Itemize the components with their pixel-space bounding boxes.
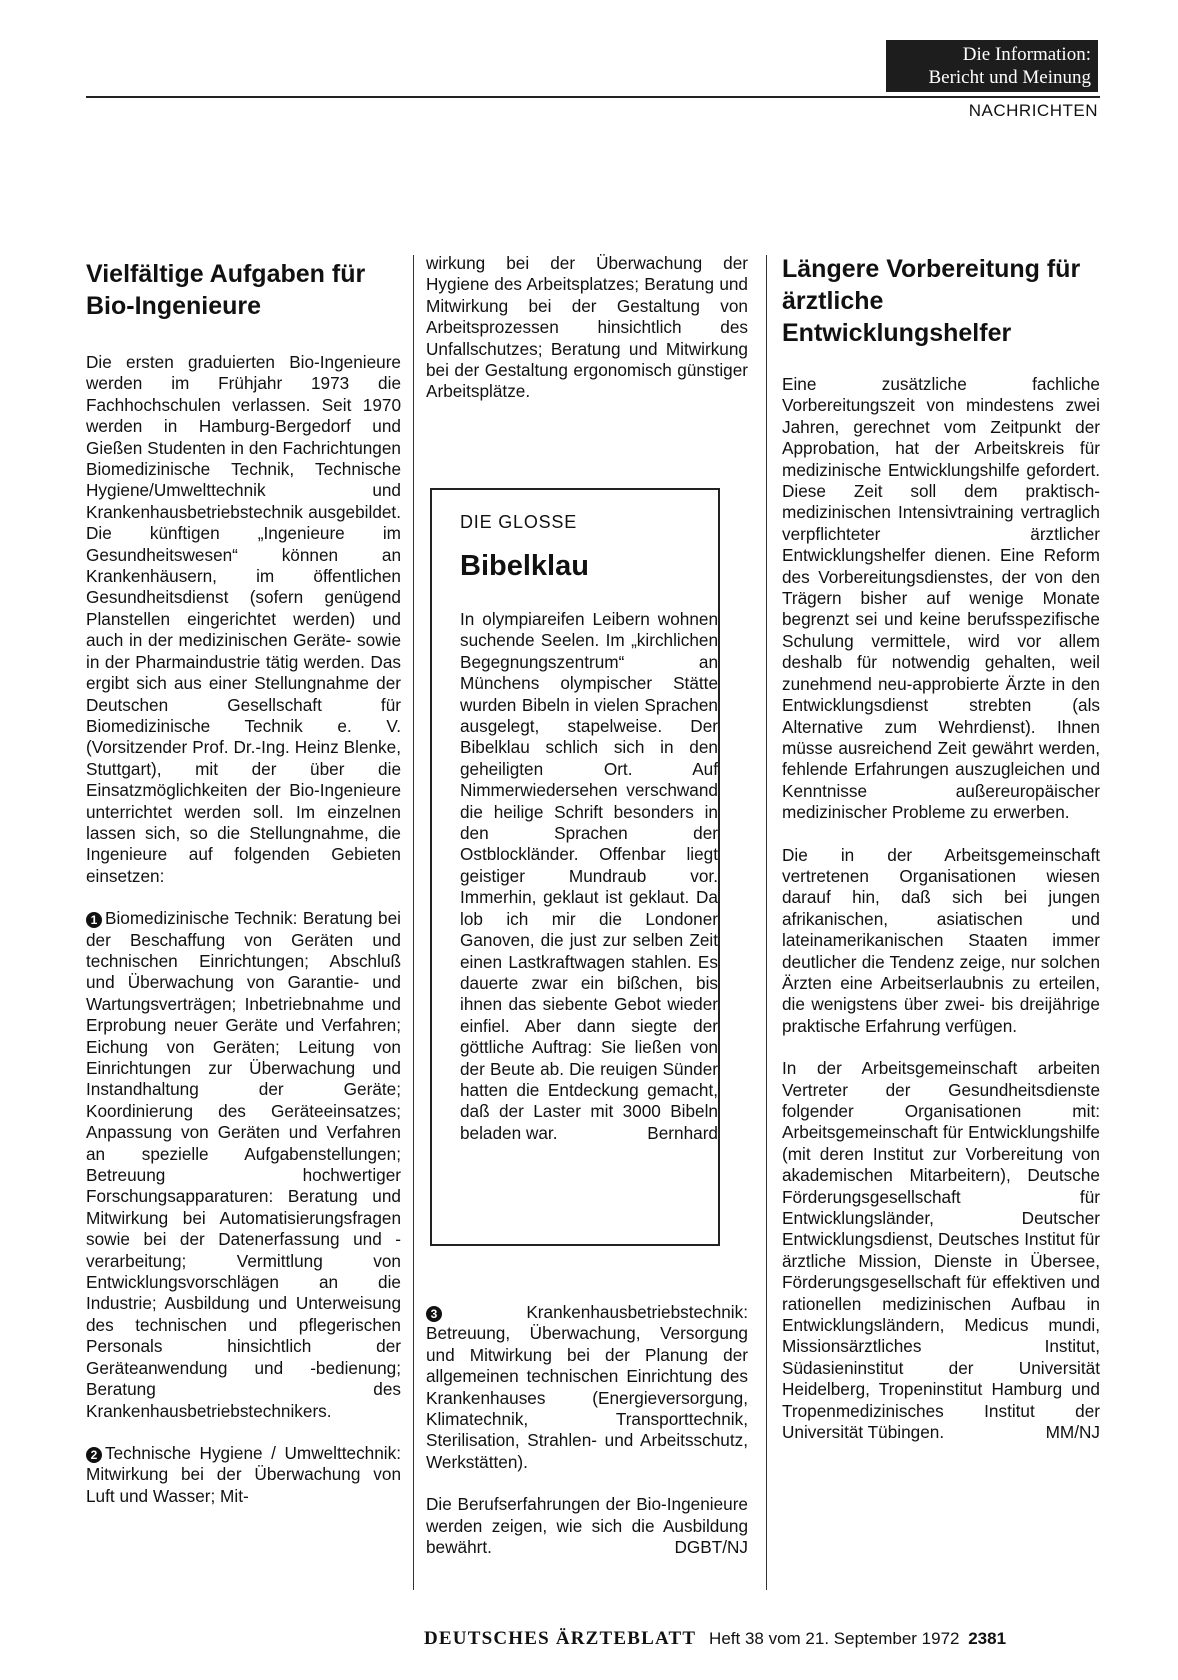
article-1-intro: Die ersten graduierten Bio-Ingenieure werden im Frühjahr 1973 die Fachhochschulen verlassen. Seit 1970 werden in Hamburg-Bergedorf und Gießen Studenten in den Fachrichtungen Biomedizinische Technik, Technische Hygiene/Umwelttechnik und Krankenhausbetriebstechnik ausgebildet. Die künftigen „Ingenieure im Gesundheitswesen“ können an Krankenhäusern, im öffentlichen Gesundheitsdienst (sofern genügend Planstellen eingerichtet werden) und auch in der medizinischen Geräte- sowie in der Pharmaindustrie tätig werden. Das ergibt sich aus einer Stellungnahme der Deutschen Gesellschaft für Biomedizinische Technik e. V. (Vorsitzender Prof. Dr.-Ing. Heinz Blenke, Stuttgart), mit der über die Einsatzmöglichkeiten der Bio-Ingenieure unterrichtet werden soll. Im einzelnen lassen sich, so die Stellungnahme, die Ingenieure auf folgenden Gebieten einsetzen: <box>86 352 401 886</box>
page-number: 2381 <box>968 1629 1007 1648</box>
glosse-body: In olympiareifen Leibern wohnen suchende Seelen. Im „kirchlichen Begegnungszentrum“ an Münchens olympischer Stätte wurden Bibeln in vielen Sprachen ausgelegt, stapelweise. Der Bibelklau schlich sich in den geheiligten Ort. Auf Nimmerwiedersehen verschwand die heilige Schrift besonders in den Sprachen der Ostblockländer. Offenbar liegt geistiger Mundraub vor. Immerhin, geklaut ist geklaut. Da lob ich mir die Londoner Ganoven, die just zur selben Zeit einen Lastkraftwagen stahlen. Es dauerte zwar ein bißchen, bis ihnen das siebente Gebot wieder einfiel. Aber dann siegte der göttliche Auftrag: Sie ließen von der Beute ab. Die reuigen Sünder hatten die Entdeckung gemacht, daß der Laster mit 3000 Bibeln beladen war. <box>460 609 718 1143</box>
article-1-item-1 <box>86 908 401 1422</box>
article-1-closing-text: Die Berufserfahrungen der Bio-Ingenieure werden zeigen, wie sich die Ausbildung bewährt. <box>426 1494 748 1558</box>
section-label: NACHRICHTEN <box>968 101 1098 120</box>
masthead-line-1: Die Information: <box>962 44 1091 65</box>
masthead-box <box>886 40 1098 92</box>
article-bio-ingenieure-column-2 <box>426 253 748 403</box>
header-rule <box>86 96 1100 98</box>
article-2-paragraph-3 <box>782 1058 1100 1443</box>
glosse-box <box>430 488 720 1246</box>
article-1-signature: DGBT/NJ <box>674 1537 748 1558</box>
article-1-item-2 <box>86 1443 401 1507</box>
article-1-item-2-continued: wirkung bei der Überwachung der Hygiene des Arbeitsplatzes; Beratung und Mitwirkung bei der Gestaltung von Arbeitsprozessen hinsichtlich des Unfallschutzes; Beratung und Mitwirkung bei der Gestaltung ergonomisch günstiger Arbeitsplätze. <box>426 253 748 402</box>
glosse-title: Bibelklau <box>460 550 589 582</box>
number-3-icon: 3 <box>426 1306 442 1322</box>
article-1-title: Vielfältige Aufgaben für Bio-Ingenieure <box>86 260 366 320</box>
article-1-item-1-text: Biomedizinische Technik: Beratung bei der Beschaffung von Geräten und technischen Einrichtungen; Abschluß und Überwachung von Garantie- und Wartungsverträgen; Inbetriebnahme und Erprobung neuer Geräte und Verfahren; Eichung von Geräten; Leitung von Einrichtungen zur Überwachung und Instandhaltung der Geräte; Koordinierung des Geräteeinsatzes; Anpassung von Geräten und Verfahren an spezielle Aufgabenstellungen; Betreuung hochwertiger Forschungsapparaturen: Beratung und Mitwirkung bei Automatisierungsfragen sowie bei der Datenerfassung und -verarbeitung; Vermittlung von Entwicklungsvorschlägen an die Industrie; Ausbildung und Unterweisung des technischen und pflegerischen Personals hinsichtlich der Geräteanwendung und -bedienung; Beratung des Krankenhausbetriebstechnikers. <box>86 908 401 1421</box>
article-1-closing <box>426 1494 748 1558</box>
article-1-item-2-text: Technische Hygiene / Umwelttechnik: Mitwirkung bei der Überwachung von Luft und Wasser; Mit- <box>86 1442 401 1506</box>
article-2-paragraph-1: Eine zusätzliche fachliche Vorbereitungszeit von mindestens zwei Jahren, gerechnet vom Zeitpunkt der Approbation, hat der Arbeitskreis für medizinische Entwicklungshilfe gefordert. Diese Zeit soll dem praktisch-medizinischen Intensivtraining vertraglich verpflichteter ärztlicher Entwicklungshelfer dienen. Eine Reform des Vorbereitungsdienstes, der von den Trägern bisher auf wenige Monate begrenzt sei und keine berufsspezifische Schulung vermittele, wird vor allem deshalb für notwendig gehalten, weil zunehmend neu-approbierte Ärzte in den Entwicklungsdienst strebten (als Alternative zum Wehrdienst). Ihnen müsse ausreichend Zeit gewährt werden, fehlende Erfahrungen auszugleichen und Kenntnisse außereuropäischer medizinischer Probleme zu erwerben. <box>782 374 1100 823</box>
article-bio-ingenieure-column-2-bottom <box>426 1302 748 1558</box>
glosse-content <box>460 512 718 1144</box>
article-entwicklungshelfer-column <box>782 253 1100 1444</box>
glosse-label: DIE GLOSSE <box>460 512 578 532</box>
column-divider-2 <box>766 255 767 1590</box>
glosse-text <box>460 609 718 1144</box>
page-footer <box>424 1628 1006 1650</box>
article-2-paragraph-2: Die in der Arbeitsgemeinschaft vertretenen Organisationen wiesen darauf hin, daß sich bei jungen afrikanischen, asiatischen und lateinamerikanischen Staaten immer deutlicher die Tendenz zeige, nur solchen Ärzten eine Arbeitserlaubnis zu erteilen, die wenigstens über zwei- bis dreijährige praktische Erfahrung verfügen. <box>782 844 1100 1036</box>
article-bio-ingenieure-column-1 <box>86 258 401 1507</box>
article-2-signature: MM/NJ <box>1045 1422 1100 1443</box>
article-1-item-3 <box>426 1302 748 1473</box>
journal-name: DEUTSCHES ÄRZTEBLATT <box>424 1628 697 1649</box>
issue-info: Heft 38 vom 21. September 1972 <box>709 1629 960 1648</box>
column-divider-1 <box>413 255 414 1590</box>
article-2-title: Längere Vorbereitung für ärztliche Entwicklungshelfer <box>782 255 1081 347</box>
number-1-icon: 1 <box>86 912 102 928</box>
masthead-line-2: Bericht und Meinung <box>928 67 1091 88</box>
glosse-signature: Bernhard <box>647 1122 718 1143</box>
number-2-icon: 2 <box>86 1447 102 1463</box>
article-1-item-3-text: Krankenhausbetriebstechnik: Betreuung, Überwachung, Versorgung und Mitwirkung bei der Planung der allgemeinen technischen Einrichtung des Krankenhauses (Energieversorgung, Klimatechnik, Transporttechnik, Sterilisation, Strahlen- und Arbeitsschutz, Werkstätten). <box>426 1302 748 1472</box>
article-2-paragraph-3-text: In der Arbeitsgemeinschaft arbeiten Vertreter der Gesundheitsdienste folgender Organisationen mit: Arbeitsgemeinschaft für Entwicklungshilfe (mit deren Institut zur Vorbereitung von akademischen Mitarbeitern), Deutsche Förderungsgesellschaft für Entwicklungsländer, Deutscher Entwicklungsdienst, Deutsches Institut für ärztliche Mission, Dienste in Übersee, Förderungsgesellschaft für effektiven und rationellen medizinischen Aufbau in Entwicklungsländern, Medicus mundi, Missionsärztliches Institut, Südasieninstitut der Universität Heidelberg, Tropeninstitut Hamburg und Tropenmedizinisches Institut der Universität Tübingen. <box>782 1058 1100 1443</box>
